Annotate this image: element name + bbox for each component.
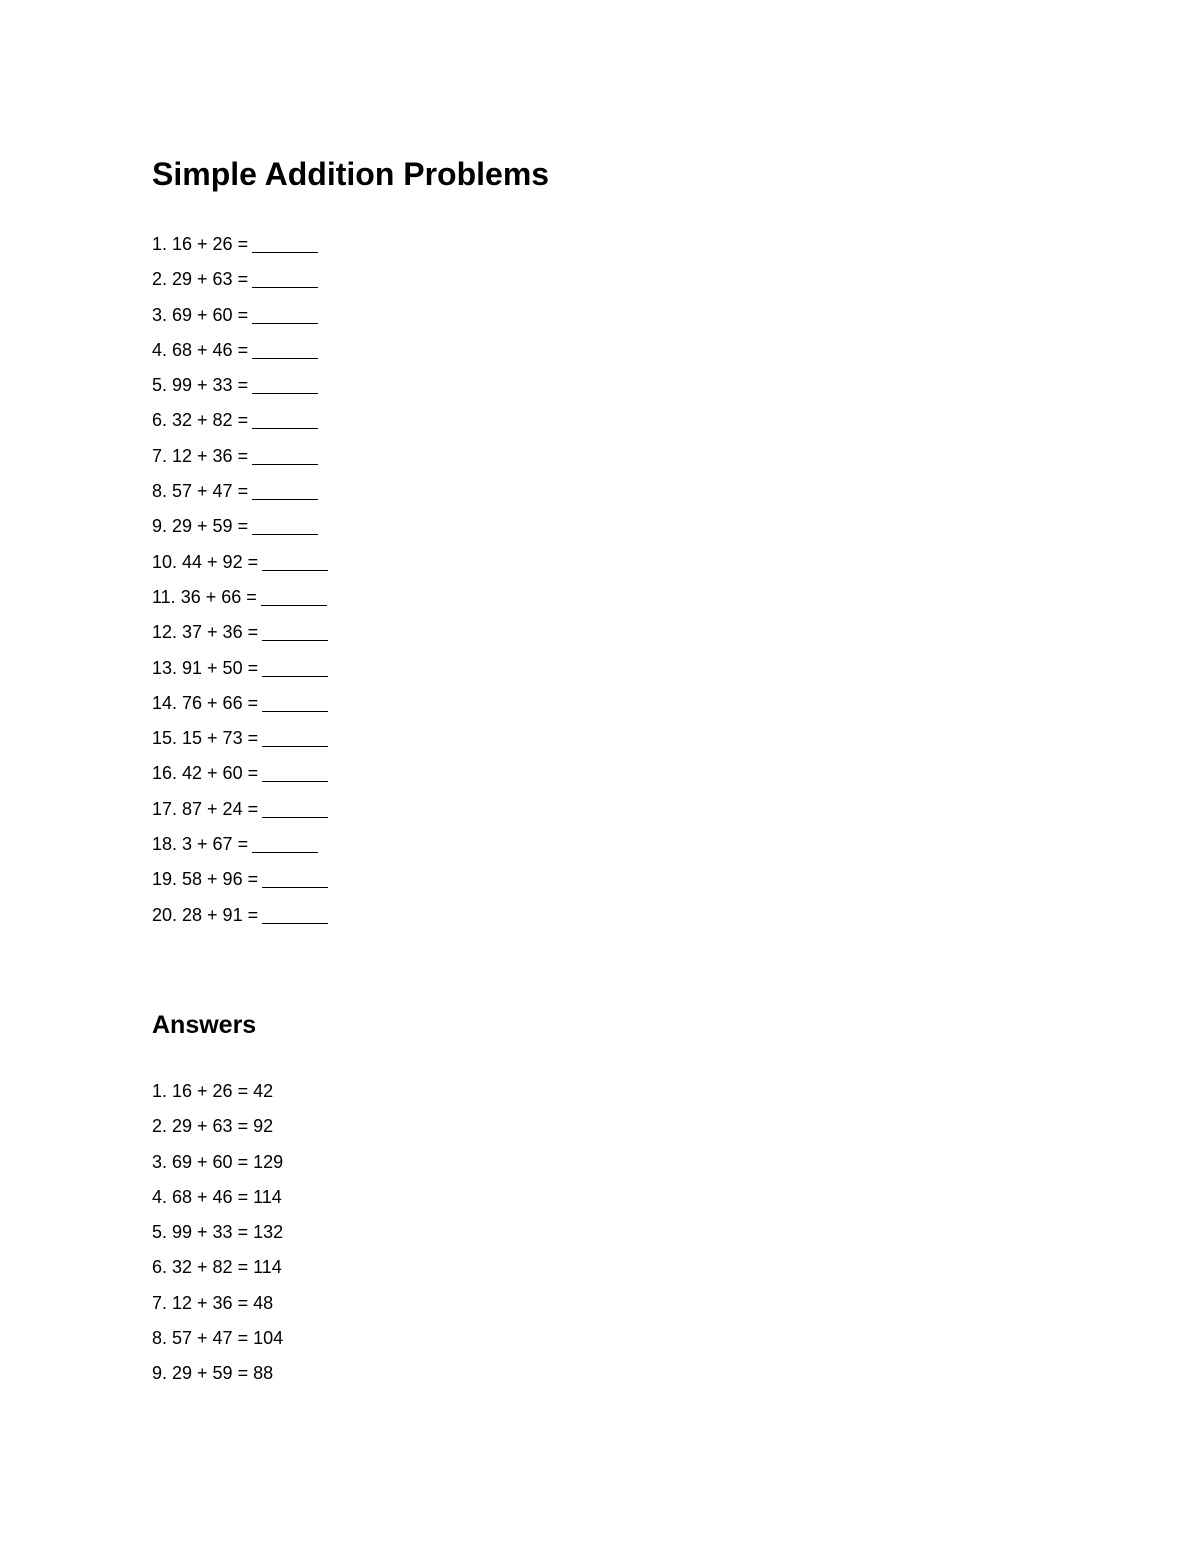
problem-row (152, 758, 328, 793)
answer-row (152, 1182, 283, 1217)
answer-text: 9. 29 + 59 = 88 (152, 1363, 274, 1384)
answer-blank-line (252, 373, 318, 394)
problem-row (152, 229, 328, 264)
answer-row (152, 1147, 283, 1182)
answer-blank-line (252, 479, 318, 500)
answer-blank-line (252, 338, 318, 359)
problem-row (152, 264, 328, 299)
answer-blank-line (252, 408, 318, 429)
page-title: Simple Addition Problems (152, 156, 550, 192)
problem-text: 8. 57 + 47 = (152, 481, 249, 502)
answer-blank-line (252, 514, 318, 535)
problem-text: 4. 68 + 46 = (152, 339, 249, 360)
problem-row (152, 582, 328, 617)
problem-row (152, 688, 328, 723)
problem-row (152, 335, 328, 370)
problem-row (152, 476, 328, 511)
answer-row (152, 1288, 283, 1323)
problem-row (152, 794, 328, 829)
answer-row (152, 1217, 283, 1252)
answer-blank-line (262, 867, 328, 888)
problem-text: 7. 12 + 36 = (152, 445, 249, 466)
answer-blank-line (262, 691, 328, 712)
answer-row (152, 1358, 283, 1393)
problem-row (152, 864, 328, 899)
problem-text: 3. 69 + 60 = (152, 304, 249, 325)
answer-blank-line (252, 832, 318, 853)
problem-text: 10. 44 + 92 = (152, 551, 259, 572)
problem-text: 18. 3 + 67 = (152, 834, 249, 855)
problem-row (152, 405, 328, 440)
problem-text: 6. 32 + 82 = (152, 410, 249, 431)
answer-row (152, 1323, 283, 1358)
answer-text: 8. 57 + 47 = 104 (152, 1328, 284, 1349)
answer-row (152, 1111, 283, 1146)
answer-blank-line (262, 656, 328, 677)
answers-heading: Answers (152, 1011, 257, 1039)
problem-row (152, 441, 328, 476)
answer-text: 1. 16 + 26 = 42 (152, 1081, 274, 1101)
problem-row (152, 617, 328, 652)
problem-text: 9. 29 + 59 = (152, 516, 249, 537)
answer-blank-line (262, 903, 328, 924)
answer-text: 6. 32 + 82 = 114 (152, 1257, 282, 1278)
answer-row (152, 1252, 283, 1287)
problem-text: 12. 37 + 36 = (152, 622, 259, 643)
answer-blank-line (262, 726, 328, 747)
answer-text: 3. 69 + 60 = 129 (152, 1151, 284, 1172)
problem-text: 1. 16 + 26 = (152, 234, 249, 254)
problem-text: 16. 42 + 60 = (152, 763, 259, 784)
problem-row (152, 829, 328, 864)
answer-blank-line (252, 444, 318, 465)
answers-list (152, 1076, 283, 1394)
problems-list (152, 229, 328, 935)
problem-text: 5. 99 + 33 = (152, 375, 249, 396)
answer-row (152, 1076, 283, 1111)
answer-blank-line (261, 585, 327, 606)
answer-text: 4. 68 + 46 = 114 (152, 1186, 282, 1207)
problem-text: 19. 58 + 96 = (152, 869, 259, 890)
answer-text: 7. 12 + 36 = 48 (152, 1292, 274, 1313)
problem-text: 11. 36 + 66 = (152, 586, 257, 607)
problem-row (152, 900, 328, 935)
problem-row (152, 300, 328, 335)
answer-blank-line (252, 232, 318, 253)
answer-blank-line (252, 267, 318, 288)
answer-blank-line (262, 761, 328, 782)
problem-row (152, 723, 328, 758)
problem-row (152, 511, 328, 546)
problem-text: 20. 28 + 91 = (152, 904, 259, 925)
problem-row (152, 653, 328, 688)
answer-blank-line (262, 797, 328, 818)
problem-row (152, 370, 328, 405)
answer-blank-line (252, 303, 318, 324)
problem-text: 13. 91 + 50 = (152, 657, 259, 678)
answer-text: 2. 29 + 63 = 92 (152, 1116, 274, 1137)
problem-text: 17. 87 + 24 = (152, 798, 259, 819)
problem-text: 14. 76 + 66 = (152, 692, 259, 713)
problem-row (152, 547, 328, 582)
answer-text: 5. 99 + 33 = 132 (152, 1222, 284, 1243)
answer-blank-line (262, 620, 328, 641)
problem-text: 15. 15 + 73 = (152, 728, 259, 749)
problem-text: 2. 29 + 63 = (152, 269, 249, 290)
answer-blank-line (262, 550, 328, 571)
